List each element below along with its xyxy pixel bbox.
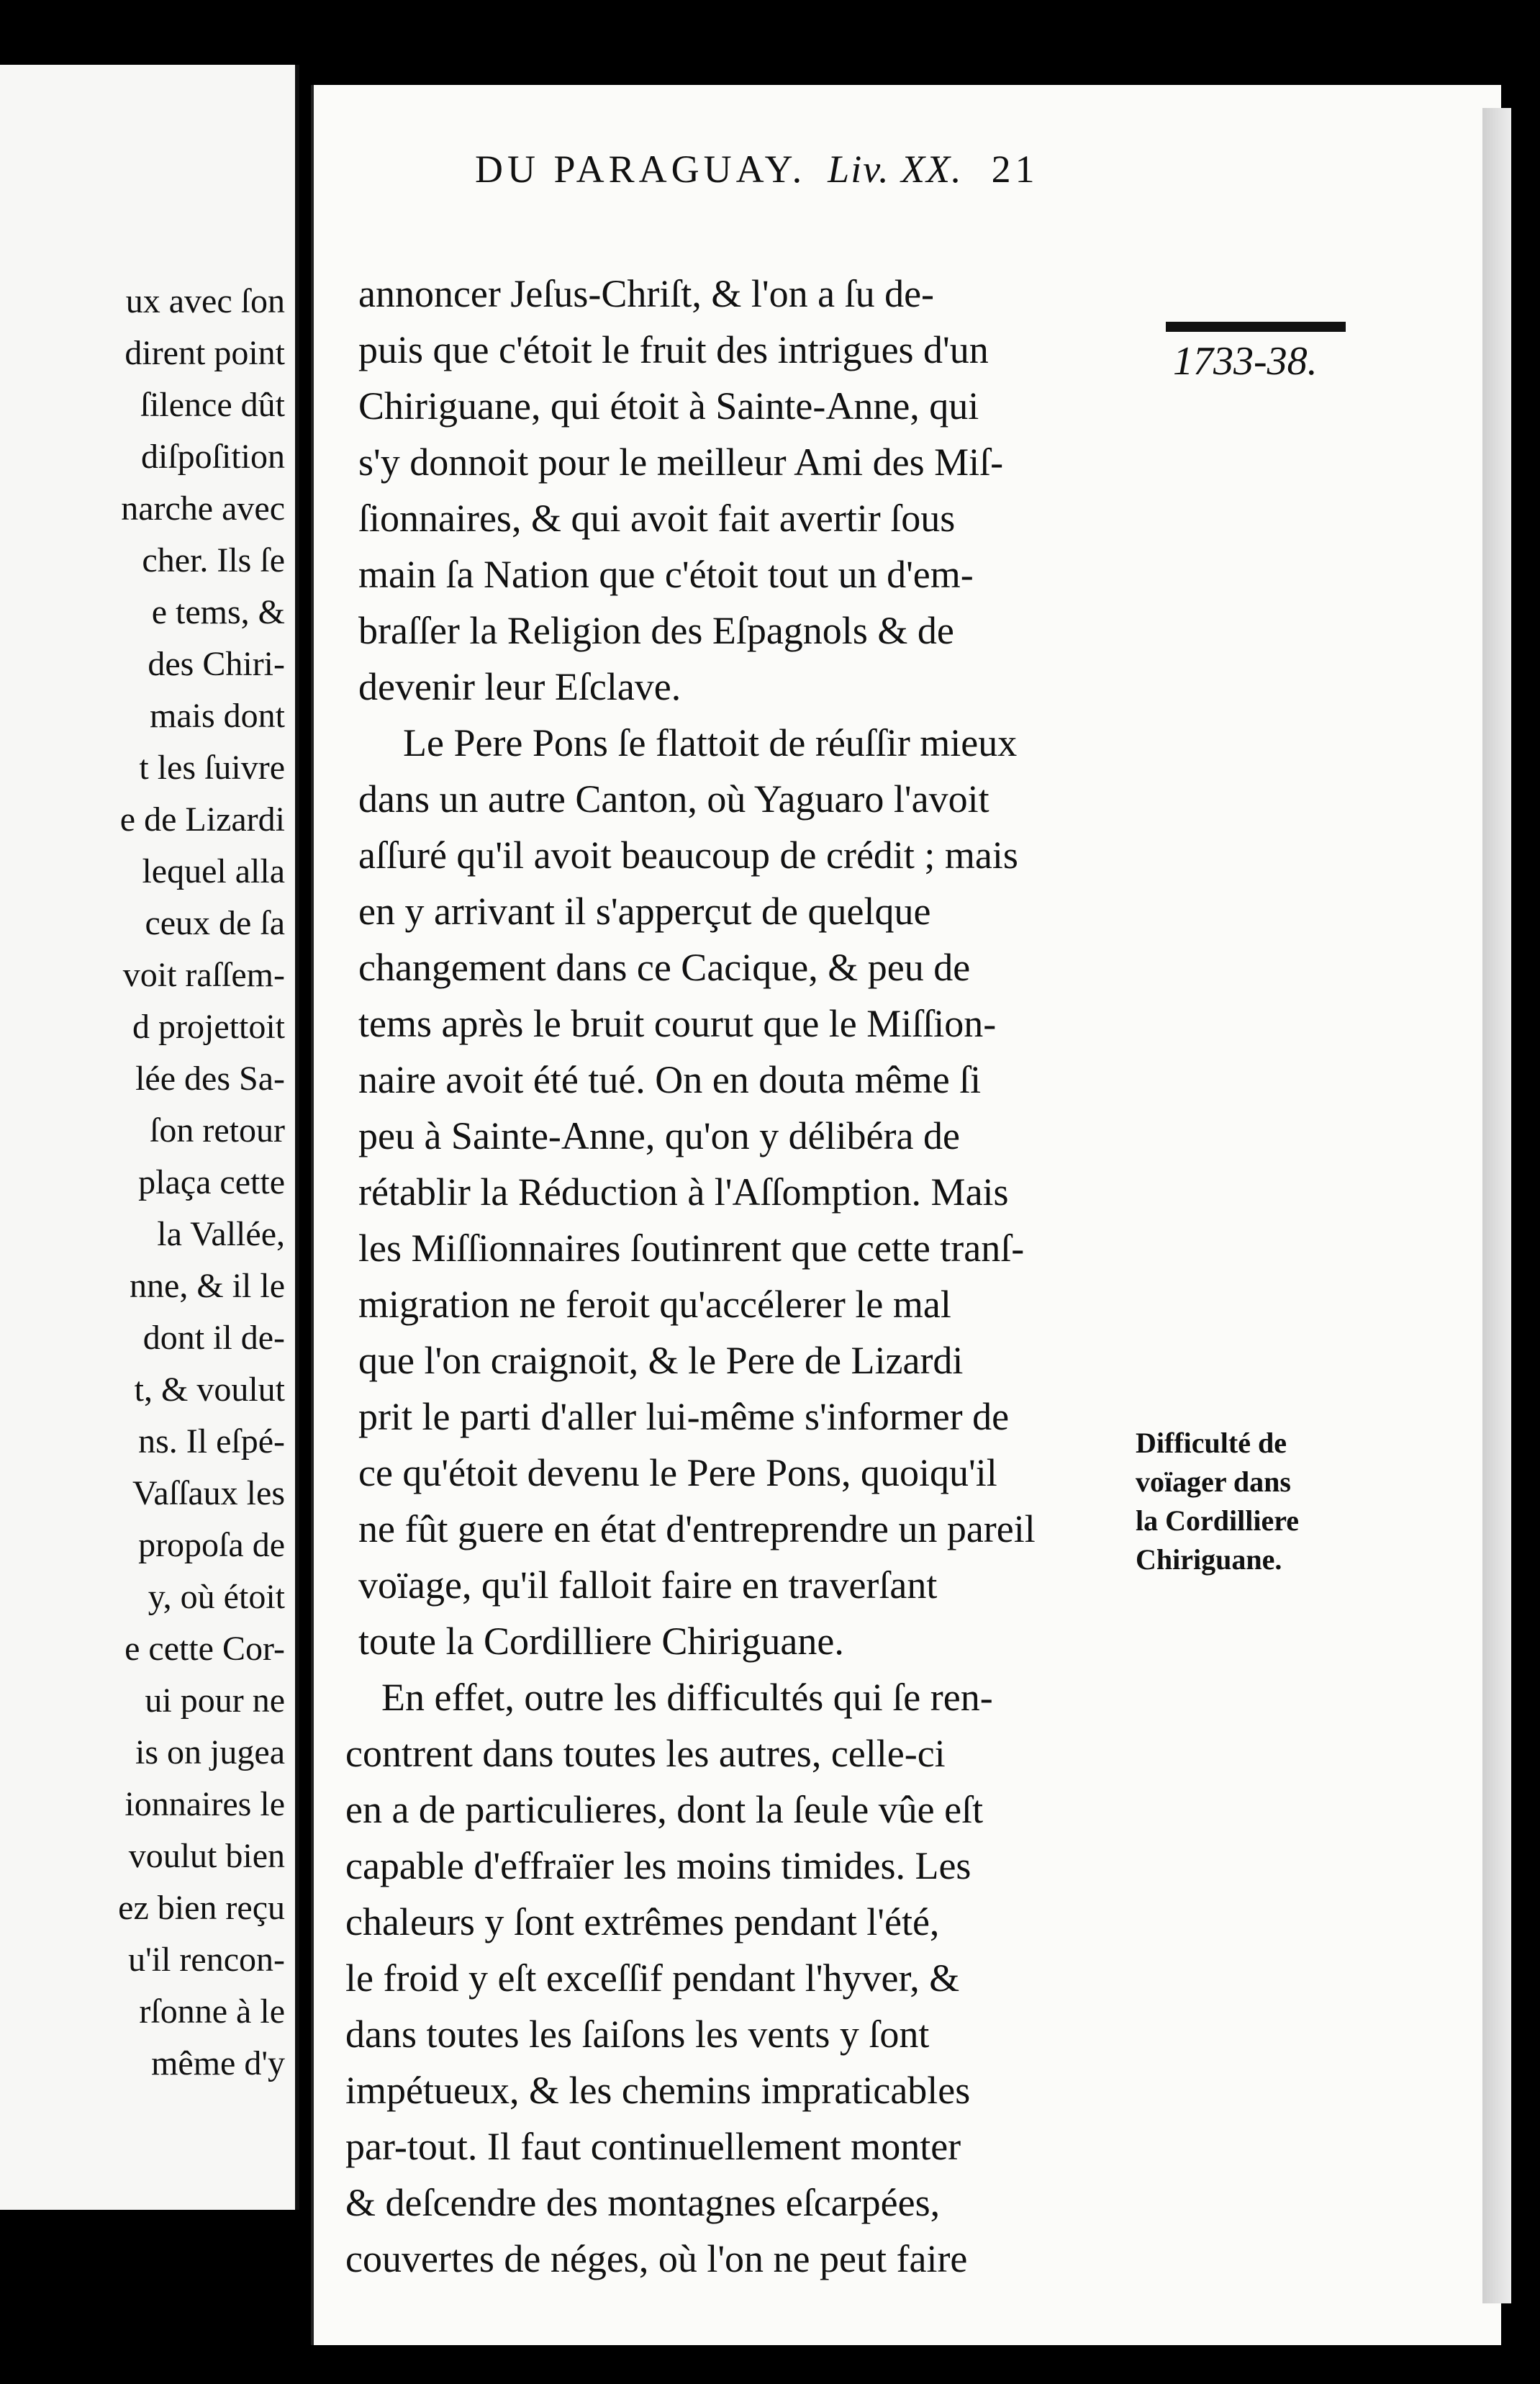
body-line: voïage, qu'il falloit faire en traverſant xyxy=(358,1563,938,1607)
body-line: peu à Sainte-Anne, qu'on y délibéra de xyxy=(358,1114,960,1157)
body-line: aſſuré qu'il avoit beaucoup de crédit ; mais xyxy=(358,834,1018,877)
left-page-line: cher. Ils ſe xyxy=(142,541,285,579)
body-line: dans toutes les ſaiſons les vents y ſont xyxy=(345,2013,930,2056)
left-page-line: propoſa de xyxy=(138,1526,285,1564)
left-page-line: Vaſſaux les xyxy=(132,1474,285,1512)
left-page-line: diſpoſition xyxy=(140,438,285,476)
book-number: Liv. XX. xyxy=(828,148,963,191)
body-line: changement dans ce Cacique, & peu de xyxy=(358,946,971,989)
body-line: par-tout. Il faut continuellement monter xyxy=(345,2125,961,2168)
left-page-line: e cette Cor- xyxy=(124,1630,285,1668)
left-page-line: lée des Sa- xyxy=(135,1060,285,1098)
page-number: 21 xyxy=(991,148,1039,191)
margin-note-line: voïager dans xyxy=(1136,1466,1291,1498)
left-page-line: ionnaires le xyxy=(124,1785,285,1823)
body-line: braſſer la Religion des Eſpagnols & de xyxy=(358,609,954,652)
body-line: les Miſſionnaires ſoutinrent que cette tranſ- xyxy=(358,1227,1025,1270)
margin-note-line: la Cordilliere xyxy=(1136,1504,1299,1537)
left-page-line: e tems, & xyxy=(151,593,285,631)
body-line: tems après le bruit courut que le Miſſion- xyxy=(358,1002,997,1045)
left-page-line: plaça cette xyxy=(138,1163,285,1201)
margin-rule xyxy=(1166,322,1346,332)
body-line: s'y donnoit pour le meilleur Ami des Miſ- xyxy=(358,441,1004,484)
body-line: en a de particulieres, dont la ſeule vûe eſt xyxy=(345,1788,984,1831)
left-page-line: des Chiri- xyxy=(148,645,285,683)
body-line: ne fût guere en état d'entreprendre un pareil xyxy=(358,1507,1036,1550)
left-page-line: ſon retour xyxy=(150,1111,285,1150)
left-page-line: mais dont xyxy=(150,697,285,735)
margin-note-line: Difficulté de xyxy=(1136,1427,1287,1459)
left-page xyxy=(0,65,299,2210)
left-page-line: t, & voulut xyxy=(134,1371,285,1409)
left-page-line: u'il rencon- xyxy=(128,1941,285,1979)
body-line: Le Pere Pons ſe flattoit de réuſſir mieux xyxy=(403,721,1018,764)
left-page-line: ſilence dût xyxy=(140,386,285,424)
margin-note-line: Chiriguane. xyxy=(1136,1543,1282,1576)
body-line: impétueux, & les chemins impraticables xyxy=(345,2069,971,2112)
body-line: Chiriguane, qui étoit à Sainte-Anne, qui xyxy=(358,384,979,428)
body-line: ce qu'étoit devenu le Pere Pons, quoiqu'il xyxy=(358,1451,997,1494)
left-page-line: ez bien reçu xyxy=(118,1889,285,1927)
body-line: puis que c'étoit le fruit des intrigues d'un xyxy=(358,328,989,371)
running-title: DU PARAGUAY. xyxy=(475,148,807,191)
body-line: contrent dans toutes les autres, celle-ci xyxy=(345,1732,946,1775)
left-page-line: dirent point xyxy=(124,334,285,372)
left-page-line: rſonne à le xyxy=(139,1992,285,2031)
body-line: annoncer Jeſus-Chriſt, & l'on a ſu de- xyxy=(358,272,935,315)
body-line: chaleurs y ſont extrêmes pendant l'été, xyxy=(345,1900,940,1943)
body-line: toute la Cordilliere Chiriguane. xyxy=(358,1620,844,1663)
left-page-line: y, où étoit xyxy=(148,1578,285,1616)
body-line: & deſcendre des montagnes eſcarpées, xyxy=(345,2181,941,2224)
body-line: naire avoit été tué. On en douta même ſi xyxy=(358,1058,982,1101)
body-line: devenir leur Eſclave. xyxy=(358,665,681,708)
left-page-line: la Vallée, xyxy=(157,1215,285,1253)
body-line: capable d'effraïer les moins timides. Les xyxy=(345,1844,971,1887)
left-page-line: ui pour ne xyxy=(145,1681,285,1720)
body-line: main ſa Nation que c'étoit tout un d'em- xyxy=(358,553,974,596)
body-line: en y arrivant il s'apperçut de quelque xyxy=(358,890,931,933)
body-line: que l'on craignoit, & le Pere de Lizardi xyxy=(358,1339,964,1382)
body-line: ſionnaires, & qui avoit fait avertir ſous xyxy=(358,497,956,540)
page-edge xyxy=(1482,108,1511,2303)
left-page-line: ux avec ſon xyxy=(125,282,285,320)
left-page-line: nne, & il le xyxy=(130,1267,285,1305)
body-line: prit le parti d'aller lui-même s'informer de xyxy=(358,1395,1010,1438)
left-page-line: e de Lizardi xyxy=(119,800,285,839)
body-line: dans un autre Canton, où Yaguaro l'avoit xyxy=(358,777,989,821)
left-page-line: même d'y xyxy=(151,2044,285,2082)
left-page-line: ceux de ſa xyxy=(145,904,285,942)
body-line: En effet, outre les difficultés qui ſe ren- xyxy=(381,1676,993,1719)
body-line: le froid y eſt exceſſif pendant l'hyver, & xyxy=(345,1956,960,2000)
body-line: migration ne feroit qu'accélerer le mal xyxy=(358,1283,951,1326)
body-line: rétablir la Réduction à l'Aſſomption. Mais xyxy=(358,1170,1009,1214)
running-header xyxy=(475,147,1039,191)
left-page-line: dont il de- xyxy=(142,1319,285,1357)
margin-year: 1733-38. xyxy=(1173,339,1318,384)
left-page-line: ns. Il eſpé- xyxy=(138,1422,285,1460)
left-page-line: voit raſſem- xyxy=(122,956,285,994)
left-page-line: is on jugea xyxy=(135,1733,285,1771)
left-page-line: t les ſuivre xyxy=(139,749,285,787)
body-line: couvertes de néges, où l'on ne peut faire xyxy=(345,2237,968,2280)
left-page-line: voulut bien xyxy=(128,1837,285,1875)
left-page-line: lequel alla xyxy=(142,852,285,890)
left-page-line: d projettoit xyxy=(132,1008,285,1046)
left-page-line: narche avec xyxy=(121,489,285,528)
